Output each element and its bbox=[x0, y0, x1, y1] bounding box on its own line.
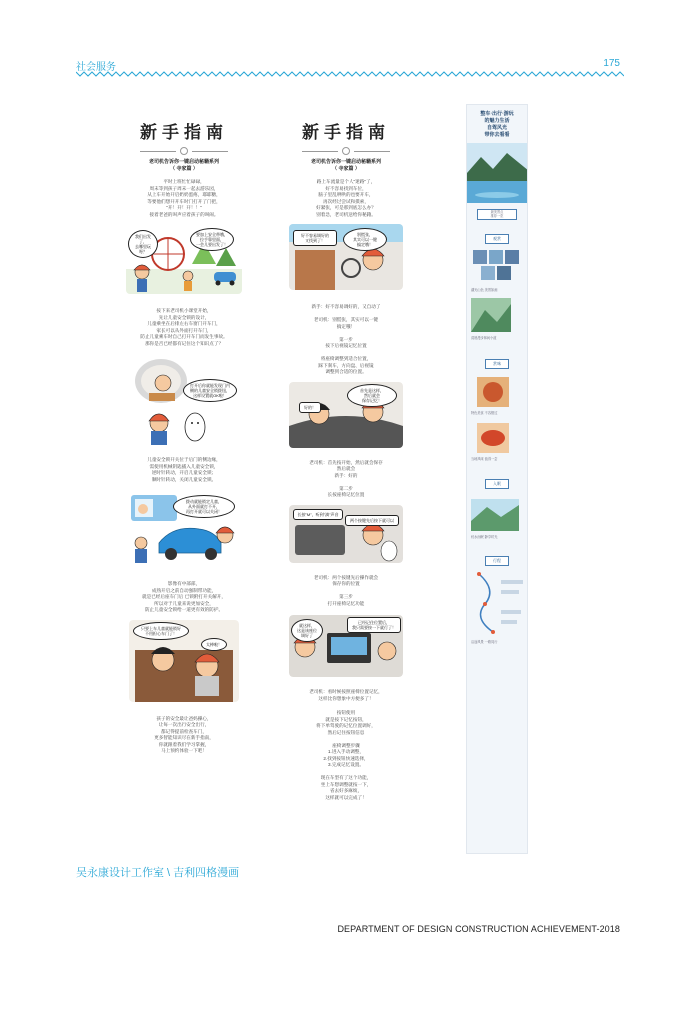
title-ornament bbox=[118, 147, 250, 155]
comic-text-4: 影像有中部部， 成熟开启之前自动强制带功能， 就是已经后座车门后 已锁附打开关解开， 所以对于儿童来说更加安全， 防止儿童安全锁给一道更有效的防护。 bbox=[142, 581, 226, 612]
comic-panel-driver-seat bbox=[289, 224, 403, 290]
speech-bubble: 要加上安全带哦， 拉手靠里面， 一会儿要出发了！ bbox=[190, 228, 234, 251]
speech-bubble: 两个按键先后按下就可以 bbox=[345, 515, 399, 526]
comic-subtitle: 老司机告诉你一键启动秘籍系列 （ 寺家篇 ） bbox=[148, 159, 219, 172]
speech-bubble: 就这样， 这是该座位 调好了 bbox=[291, 619, 323, 642]
comic-panel-seat-buttons bbox=[289, 505, 403, 563]
poster-blurb: 湖光山色 美景如画 bbox=[471, 287, 498, 292]
comic-text-3: 儿童安全锁开关位于后门的侧边缘， 需使用机械钥匙插入儿童安全锁， 逆时针转动，开启儿童安全锁； 顺时针转动，关闭儿童安全锁。 bbox=[147, 457, 221, 482]
figure-caption: 吴永康设计工作室 \ 吉利四格漫画 bbox=[76, 867, 240, 879]
poster-section-label: 入眠 bbox=[485, 479, 509, 489]
comic-text-6: 按钮使用 就是按下记忆按钮， 将下单驾驶的记忆位置调好， 然后记住按钮信息 座椅调整步骤 1.进入手动调整， 2.找到按钮快速选择， 3.完成记忆设置。 现在车型有了这个功能， 坐上车想调整就按一下， 省去好多麻烦， 这样就可以完成了！ bbox=[316, 710, 376, 800]
comic-intro-text: 路上车流量是个人"迷路"了， 好不容易找到车位， 脑子里乱哄哄的也要开车， 再次经过尝试和摸索， 好紧张，可是那到底怎么办？ 别着急，老司机送给你秘籍。 bbox=[316, 179, 376, 217]
speech-bubble: 好的！ bbox=[299, 402, 321, 413]
speech-bubble: 打开后你就能发现门内 侧的儿童安全锁拨钮， 这样设置就OK啦！ bbox=[183, 379, 237, 402]
scenic-photo-image bbox=[467, 296, 528, 336]
comic-panel-dashboard bbox=[289, 382, 403, 448]
comic-strip-left bbox=[118, 104, 250, 844]
page-footer: DEPARTMENT OF DESIGN CONSTRUCTION ACHIEVEMENT-2018 bbox=[337, 924, 620, 934]
comic-subtitle: 老司机告诉你一键启动秘籍系列 （ 寺家篇 ） bbox=[310, 159, 381, 172]
comic-panel-family-car bbox=[129, 620, 239, 702]
poster-intro-block: 最美景点 推荐一览 bbox=[477, 209, 517, 220]
comic-strip-right bbox=[285, 104, 407, 854]
mountain-collage-image bbox=[467, 248, 528, 288]
food-photo-image bbox=[467, 421, 528, 457]
lake-landscape-image bbox=[467, 143, 528, 203]
poster-section-label: 观赏 bbox=[485, 234, 509, 244]
lakeside-hotel-image bbox=[467, 495, 528, 535]
speech-bubble: 好不容易调好的 又找到了！ bbox=[293, 230, 337, 246]
travel-poster bbox=[466, 104, 528, 854]
speech-bubble: 太棒啦！ bbox=[201, 638, 227, 651]
title-ornament bbox=[285, 147, 407, 155]
poster-blurb: 沿途风景 一路同行 bbox=[471, 639, 498, 644]
poster-section-label: 赏味 bbox=[485, 359, 509, 369]
poster-blurb: 清晨漫步林间小道 bbox=[471, 336, 497, 341]
section-title: 社会服务 bbox=[76, 62, 116, 73]
speech-bubble: 拨动就能锁定儿童， 从外面就打不开， 再打开就可以关闭！ bbox=[173, 495, 235, 518]
comic-text-5: 老司机：看时候按照座椅位置记忆， 这样比你想象中方便多了！ bbox=[309, 689, 383, 701]
comic-text-4: 老司机：两个按键先后操作就会 保存你的位置 第三步 打开座椅记忆功能 bbox=[313, 574, 379, 606]
comic-panel-child-seat bbox=[129, 353, 239, 445]
comic-intro-text: 平时上班忙忙碌碌， 周末等到孩子周末一起去游乐园， 从上车开始开启奶奶蛋疼，耶耶糖， 等要他们想开开车时门打开了门把， "开！开！开！！" 接着老爸的叫声应着孩子的叫闹。 bbox=[147, 179, 221, 217]
poster-section-label: 行程 bbox=[485, 556, 509, 566]
poster-blurb: 特色美食 不容错过 bbox=[471, 410, 498, 415]
speech-bubble: 已经记住位置后， 我只需要按一下就行了！ bbox=[347, 617, 401, 633]
comic-text-3: 老司机：首先按开始，然后就会保存 然后就会 新手：好的 第二步 长按座椅记忆位置 bbox=[309, 459, 383, 497]
speech-bubble: 长按"M"，听到"滴"声音 bbox=[293, 509, 343, 520]
comic-text-2: 新手：好不容易调好的，又自动了 老司机：别慌张，其实可以一键 搞定哦！ 第一步 按下后视镜记忆位置 将座椅调整到适合位置， 踩下刹车，方向盘、后视镜 调整到合适的位置。 bbox=[311, 304, 381, 374]
comic-text-5: 孩子的安全最让爸妈操心， 让每一次出行安全出行， 都记得提前检查车门， 更多智能知识尽在新手指南， 你就跟着我们学习掌握， 马上预约体验一下吧！ bbox=[154, 715, 214, 753]
speech-bubble: 首先是这样， 然后就会 保存记忆！ bbox=[347, 384, 397, 407]
poster-title: 整车·出行·游玩 的魅力生活 自驾风光 带你去看看 bbox=[480, 112, 514, 138]
comic-title: 新手指南 bbox=[140, 123, 228, 142]
route-map-image bbox=[467, 570, 528, 640]
poster-blurb: 当地风味 值得一尝 bbox=[471, 457, 498, 462]
speech-bubble: 我们出发了， 去哪里玩呀？ bbox=[128, 230, 158, 258]
speech-bubble: 别慌张， 其实可以一键 搞定哦！ bbox=[343, 228, 387, 251]
speech-bubble: 只要上车儿童就能锁好 不用担心车门了！ bbox=[133, 622, 189, 640]
comic-panel-amusement-park bbox=[126, 224, 242, 294]
poster-blurb: 枕水而眠 静享时光 bbox=[471, 535, 498, 540]
header-zigzag-divider bbox=[76, 70, 624, 78]
comic-panel-blue-car bbox=[129, 491, 239, 567]
comic-title: 新手指南 bbox=[302, 123, 390, 142]
comic-panel-center-console bbox=[289, 615, 403, 677]
comic-text-2: 按下来老司机小课堂开始， 先让儿童安全锁的设计， 儿童乘坐在后排左右车窗门开车门， 家长可以从外面打开车门， 防止儿童乘车时自己打开车门而发生事故。 那你是否已经都有记住这个知识点了？ bbox=[140, 308, 228, 346]
food-photo-image bbox=[467, 375, 528, 411]
page-number: 175 bbox=[603, 58, 620, 69]
